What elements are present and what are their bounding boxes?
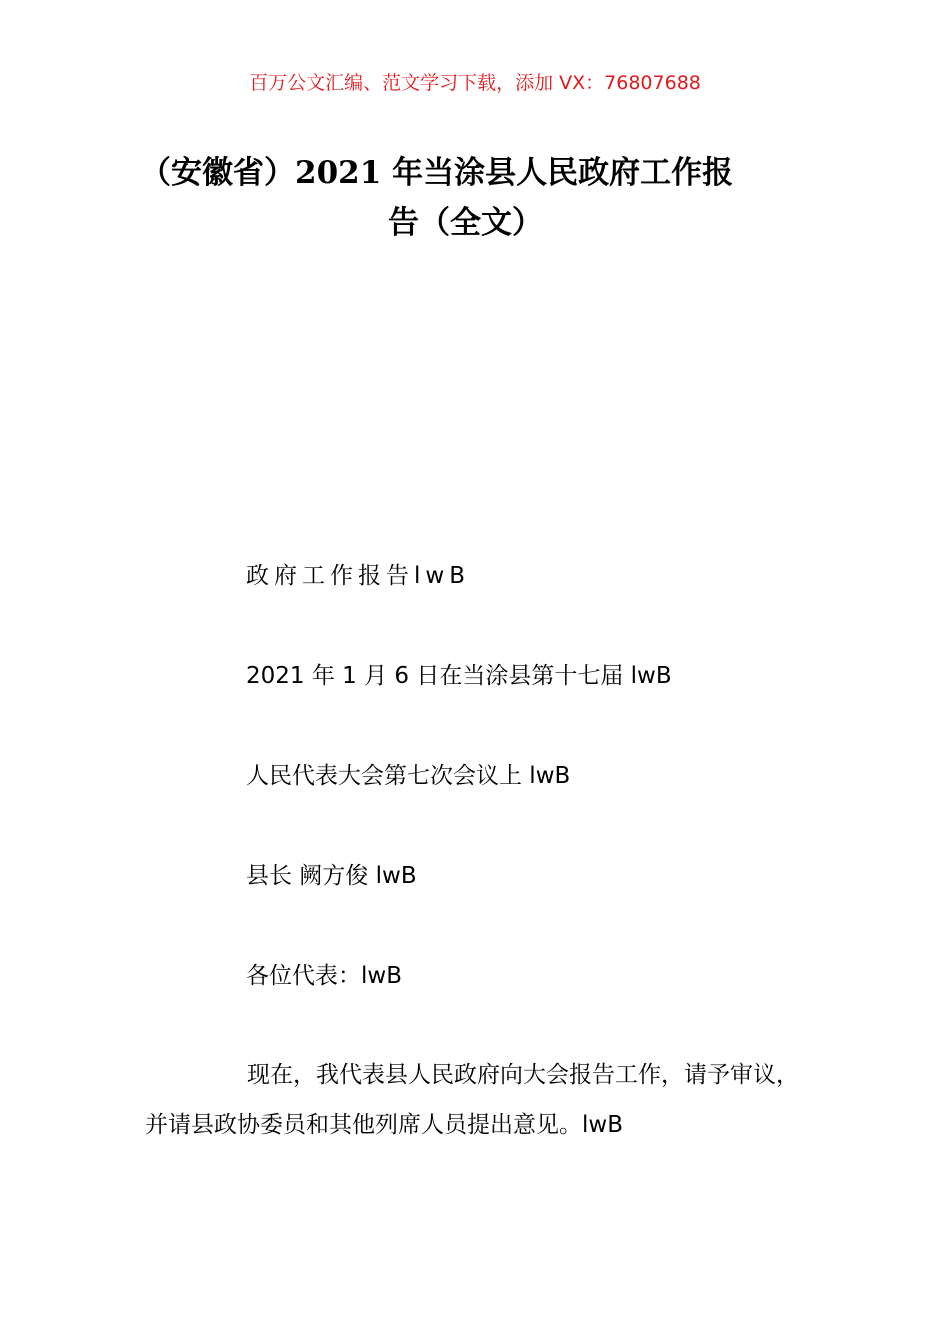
paragraph-salutation: 各位代表：lwB	[246, 963, 402, 989]
header-note: 百万公文汇编、范文学习下载，添加 VX：76807688	[249, 72, 701, 94]
paragraph-meeting: 人民代表大会第七次会议上 lwB	[246, 763, 571, 789]
title-line-1: （安徽省）2021 年当涂县人民政府工作报	[140, 155, 734, 191]
document-title	[140, 148, 820, 248]
paragraph-date: 2021 年 1 月 6 日在当涂县第十七届 lwB	[246, 663, 672, 689]
title-line-2: 告（全文）	[388, 205, 543, 241]
paragraph-speaker: 县长 阙方俊 lwB	[246, 863, 417, 889]
body-paragraph: 现在，我代表县人民政府向大会报告工作，请予审议，并请县政协委员和其他列席人员提出意见。lwB	[145, 1062, 799, 1138]
paragraph-report-name: 政府工作报告lwB	[246, 563, 470, 589]
